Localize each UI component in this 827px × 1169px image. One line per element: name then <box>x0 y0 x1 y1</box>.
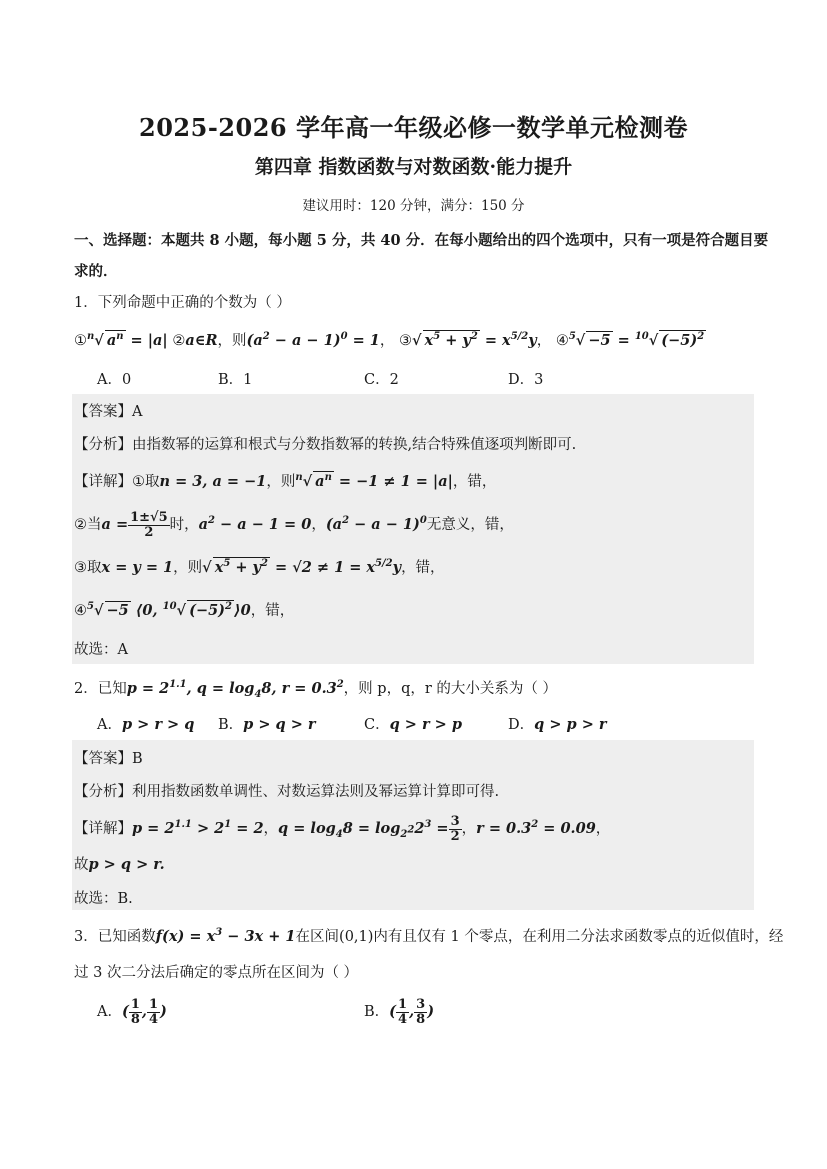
q1-detail-1: 【详解】①取n = 3, a = −1，则$^n$√ $a^n = -1 \ne 1 = |a|$，错， <box>74 472 497 490</box>
q2-option-c <box>364 713 462 734</box>
page-title: 2025-2026 学年高一年级必修一数学单元检测卷 <box>139 113 688 142</box>
q3-stem-prefix: 3．已知函数 <box>74 929 156 945</box>
q2-option-a-expr: p > r > q <box>121 716 195 733</box>
q1-option-a: A．0 <box>97 372 132 388</box>
q3-stem-line1: 3．已知函数$f(x) = x^3 - 3x + 1$在区间(0,1)内有且仅有 1 个零点，在利用二分法求函数零点的近似值时，经 <box>74 927 784 945</box>
q1-option-b: B．1 <box>218 372 253 388</box>
q2-option-c-expr: q > r > p <box>389 716 463 733</box>
q1-statements: ①$^n$√ $a^n = |a|$ ②a∈R，则$(a^2 - a - 1)^0 = 1$， ③√ $x^5 + y^2 = x^{5/2}y$， ④$^5$√ −5 = $^{10}$√ $(-5)^2$ <box>74 331 705 349</box>
q2-option-d-expr: q > p > r <box>534 716 607 733</box>
q2-analysis: 【分析】利用指数函数单调性、对数运算法则及幂运算计算即可得. <box>74 784 500 800</box>
q3-stem-line2: 过 3 次二分法后确定的零点所在区间为（ ） <box>74 965 359 981</box>
q2-option-c-label: C． <box>364 717 390 733</box>
q1-detail-label: 【详解】 <box>74 474 132 490</box>
q2-option-a <box>97 713 194 734</box>
q1-conclusion: 故选：A <box>74 642 128 658</box>
q1-stem: 1．下列命题中正确的个数为（ ） <box>74 295 291 311</box>
q2-stem-suffix: ，则 p，q，r 的大小关系为（ ） <box>343 681 557 697</box>
q2-option-b <box>218 713 316 734</box>
q2-detail-label: 【详解】 <box>74 821 132 838</box>
q1-analysis: 【分析】由指数幂的运算和根式与分数指数幂的转换,结合特殊值逐项判断即可. <box>74 437 577 453</box>
q2-option-a-label: A． <box>97 717 122 733</box>
q3-option-b-label: B． <box>364 1004 390 1021</box>
q1-detail-2: ②当a = $\frac{1\pm√5}{2}$ 时，$a^2 - a - 1 = 0$，$(a^2 - a - 1)^0$无意义，错， <box>74 510 514 540</box>
section-heading-line1: 一、选择题：本题共 8 小题，每小题 5 分，共 40 分．在每小题给出的四个选项中，只有一项是符合题目要 <box>74 232 769 249</box>
q2-so <box>74 853 165 874</box>
q2-option-b-expr: p > q > r <box>243 716 316 733</box>
q3-option-a: A．( $\frac{1}{8}$ , $\frac{1}{4}$ ) <box>97 997 167 1027</box>
time-score-info: 建议用时：120 分钟，满分：150 分 <box>302 198 525 214</box>
q1-detail-3: ③取x = y = 1，则√ $x^5 + y^2 = √2 \ne 1 = x^{5/2}y$，错， <box>74 558 445 576</box>
q3-stem-suffix: 在区间(0,1)内有且仅有 1 个零点，在利用二分法求函数零点的近似值时，经 <box>295 929 784 945</box>
q1-option-c: C．2 <box>364 372 399 388</box>
q2-answer: 【答案】B <box>74 751 143 767</box>
q2-detail: 【详解】$p = 2^{1.1} > 2^1 = 2$，$q = \log_48 = \log_{22}2^3$ = $\frac{3}{2}$ ，$r = 0.3^2 = 0.09$， <box>74 814 611 844</box>
q1-answer: 【答案】A <box>74 404 143 420</box>
q2-stem: 2．已知$p = 2^{1.1}$, $q = \log_48$, $r = 0.3^2$，则 p，q，r 的大小关系为（ ） <box>74 679 557 700</box>
q1-option-d: D．3 <box>508 372 544 388</box>
chapter-subtitle: 第四章 指数函数与对数函数·能力提升 <box>254 156 573 178</box>
section-heading-line2: 求的． <box>74 263 118 280</box>
q3-option-b: B．( $\frac{1}{4}$ , $\frac{3}{8}$ ) <box>364 997 435 1027</box>
q3-option-a-label: A． <box>97 1004 122 1021</box>
q2-stem-prefix: 2．已知 <box>74 681 127 697</box>
q2-option-d-label: D． <box>508 717 535 733</box>
q2-conclusion: 故选：B. <box>74 891 133 907</box>
q2-so-label: 故 <box>74 857 89 873</box>
q1-detail-4: ④$^5$√ −5 ⟨0, $^{10}$√ $(-5)^2$ ⟩0，错， <box>74 601 295 619</box>
q2-option-b-label: B． <box>218 717 244 733</box>
q2-option-d <box>508 713 607 734</box>
q2-so-expr: p > q > r. <box>88 856 165 873</box>
